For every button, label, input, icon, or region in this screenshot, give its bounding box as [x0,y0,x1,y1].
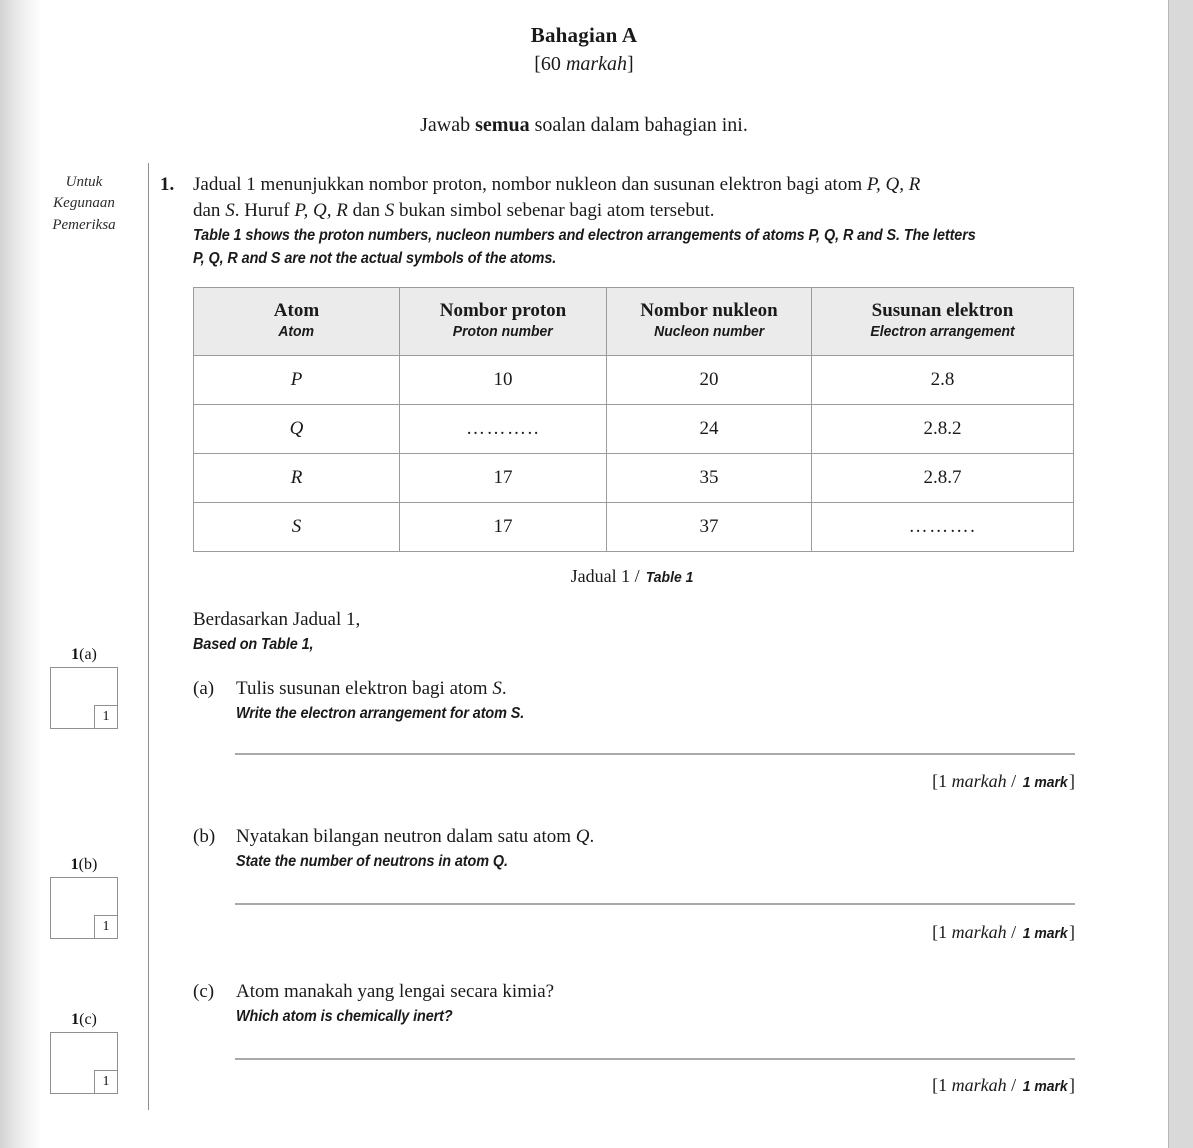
based-on-malay: Berdasarkan Jadual 1, [193,609,361,630]
table-row [194,404,1074,453]
subquestion-a-atom: S [492,678,502,699]
column-header-electron-en: Electron arrangement [870,323,1015,341]
answer-line-b[interactable] [235,903,1075,905]
mark-group-number-1a: 1 [71,646,80,663]
score-box-max-1b: 1 [94,915,118,939]
mark-group-part-1b: (b) [78,856,98,873]
subquestion-b-text [236,824,1079,873]
table-caption-ml: Jadual 1 / [570,566,645,586]
mark-group-1c [28,1011,140,1094]
question-stem-body [193,172,1079,270]
subquestion-c-label: (c) [193,981,215,1002]
column-header-electron [812,288,1074,356]
based-on-table [193,607,1079,656]
instruction-pre: Jawab [420,113,476,136]
stem-atoms-1: P, Q, R [866,174,921,195]
column-header-electron-ml: Susunan elektron [871,300,1014,321]
question-number: 1. [160,174,175,195]
cell-proton-q-blank: ……….. [400,404,607,453]
cell-nucleon-s: 37 [607,502,812,551]
subquestion-b-malay [236,824,1079,850]
question-1-stem [160,172,1079,270]
marks-b-close: ] [1069,922,1075,942]
subquestion-a-text [236,676,1079,725]
stem-malay-line-1 [193,172,1079,198]
subquestion-b-malay-pre: Nyatakan bilangan neutron dalam satu atom [236,826,576,847]
score-box-1b[interactable] [50,877,118,939]
page-edge-right [1168,0,1193,1148]
subquestion-c-malay [236,979,1079,1005]
column-header-proton-ml: Nombor proton [439,300,567,321]
atoms-table-body [194,355,1074,551]
score-box-1c[interactable] [50,1032,118,1094]
mark-group-label-1b [28,856,140,874]
marks-a-ml: markah [951,771,1007,791]
examiner-label-line-2: Kegunaan [53,195,115,212]
subquestion-b-label: (b) [193,826,216,847]
marks-a-open: [1 [932,771,952,791]
cell-electron-r: 2.8.7 [812,453,1074,502]
stem-malay-line-2 [193,198,1079,224]
subquestion-b-atom: Q [575,826,590,847]
cell-proton-p: 10 [400,355,607,404]
section-marks-open: [60 [534,52,566,75]
subquestion-a-malay-post: . [501,678,507,699]
subquestion-a-malay-pre: Tulis susunan elektron bagi atom [236,678,493,699]
atoms-table-head [194,288,1074,356]
cell-electron-q: 2.8.2 [812,404,1074,453]
stem-atoms-3: P, Q, R [294,200,348,222]
cell-electron-s-blank: ………. [812,502,1074,551]
marks-b-ml: markah [951,922,1007,942]
stem-atoms-2: S [225,200,235,222]
table-header-row [194,288,1074,356]
marks-note-a [235,770,1075,793]
marks-b-open: [1 [932,922,952,942]
cell-atom-s: S [194,502,400,551]
marks-a-close: ] [1069,771,1075,791]
mark-group-part-1a: (a) [79,646,97,663]
mark-group-1a [28,646,140,729]
subquestion-c-english: Which atom is chemically inert? [236,1008,453,1026]
marks-c-en: 1 mark [1022,1078,1068,1095]
column-header-atom-ml: Atom [273,300,320,321]
section-instruction [0,112,1168,139]
subquestion-c-text [236,979,1079,1028]
section-header [0,22,1168,139]
stem-malay-text-2d: bukan simbol sebenar bagi atom tersebut. [394,200,715,222]
cell-proton-r: 17 [400,453,607,502]
marks-c-sep: / [1006,1075,1021,1095]
cell-nucleon-p: 20 [607,355,812,404]
column-header-atom [194,288,400,356]
mark-group-label-1a [28,646,140,664]
cell-nucleon-r: 35 [607,453,812,502]
stem-english-line-2: P, Q, R and S are not the actual symbols of the atoms. [193,250,557,268]
column-header-atom-en: Atom [278,323,315,341]
marks-note-b [235,921,1075,944]
mark-group-1b [28,856,140,939]
table-row [194,502,1074,551]
cell-atom-r: R [194,453,400,502]
marks-c-close: ] [1069,1075,1075,1095]
score-box-1a[interactable] [50,667,118,729]
mark-group-part-1c: (c) [79,1011,97,1028]
instruction-post: soalan dalam bahagian ini. [529,113,748,136]
section-marks [0,51,1168,78]
marks-c-ml: markah [951,1075,1007,1095]
table-row [194,453,1074,502]
column-header-proton-en: Proton number [453,323,553,341]
cell-electron-p: 2.8 [812,355,1074,404]
column-header-nucleon [607,288,812,356]
subquestion-a-english: Write the electron arrangement for atom S. [236,705,525,723]
subquestion-a-malay [236,676,1079,702]
cell-atom-q: Q [194,404,400,453]
section-title: Bahagian A [530,23,638,47]
marks-b-sep: / [1006,922,1021,942]
answer-line-a[interactable] [235,753,1075,755]
stem-malay-text-2c: dan [347,200,385,222]
stem-malay-text-1: Jadual 1 menunjukkan nombor proton, nombor nukleon dan susunan elektron bagi atom [193,174,867,195]
instruction-emphasis: semua [475,113,530,136]
column-header-nucleon-ml: Nombor nukleon [640,300,778,321]
cell-atom-p: P [194,355,400,404]
marks-note-c [235,1074,1075,1097]
table-caption-en: Table 1 [645,569,694,586]
marks-a-en: 1 mark [1022,774,1068,791]
section-marks-word: markah [565,52,628,75]
answer-line-c[interactable] [235,1058,1075,1060]
subquestion-b-malay-post: . [589,826,595,847]
column-header-nucleon-en: Nucleon number [653,323,765,341]
score-box-max-1c: 1 [94,1070,118,1094]
based-on-english: Based on Table 1, [193,636,314,654]
table-caption [193,565,1073,588]
mark-group-label-1c [28,1011,140,1029]
subquestion-b-english: State the number of neutrons in atom Q. [236,853,508,871]
stem-english-line-1: Table 1 shows the proton numbers, nucleon numbers and electron arrangements of atoms P, Q, R and S. The letters [193,227,976,245]
stem-malay-text-2b: . Huruf [234,200,295,222]
based-on-table-body [193,607,1079,656]
subquestion-c [193,979,1079,1028]
column-header-proton [400,288,607,356]
examiner-label-line-3: Pemeriksa [52,216,116,233]
subquestion-c-malay-pre: Atom manakah yang lengai secara kimia? [236,981,555,1002]
subquestion-b [193,824,1079,873]
cell-proton-s: 17 [400,502,607,551]
mark-group-number-1c: 1 [71,1011,80,1028]
table-1-wrapper [193,287,1073,552]
examiner-label-line-1: Untuk [65,174,103,190]
section-marks-close: ] [627,52,634,75]
score-box-max-1a: 1 [94,705,118,729]
subquestion-a [193,676,1079,725]
marks-b-en: 1 mark [1022,925,1068,942]
atoms-table [193,287,1074,552]
examiner-use-label [28,172,140,236]
cell-nucleon-q: 24 [607,404,812,453]
marks-c-open: [1 [932,1075,952,1095]
stem-malay-text-2a: dan [193,200,226,222]
stem-atoms-4: S [384,200,395,222]
margin-divider-line [148,163,149,1110]
table-row [194,355,1074,404]
mark-group-number-1b: 1 [70,856,79,873]
subquestion-a-label: (a) [193,678,215,699]
marks-a-sep: / [1006,771,1021,791]
